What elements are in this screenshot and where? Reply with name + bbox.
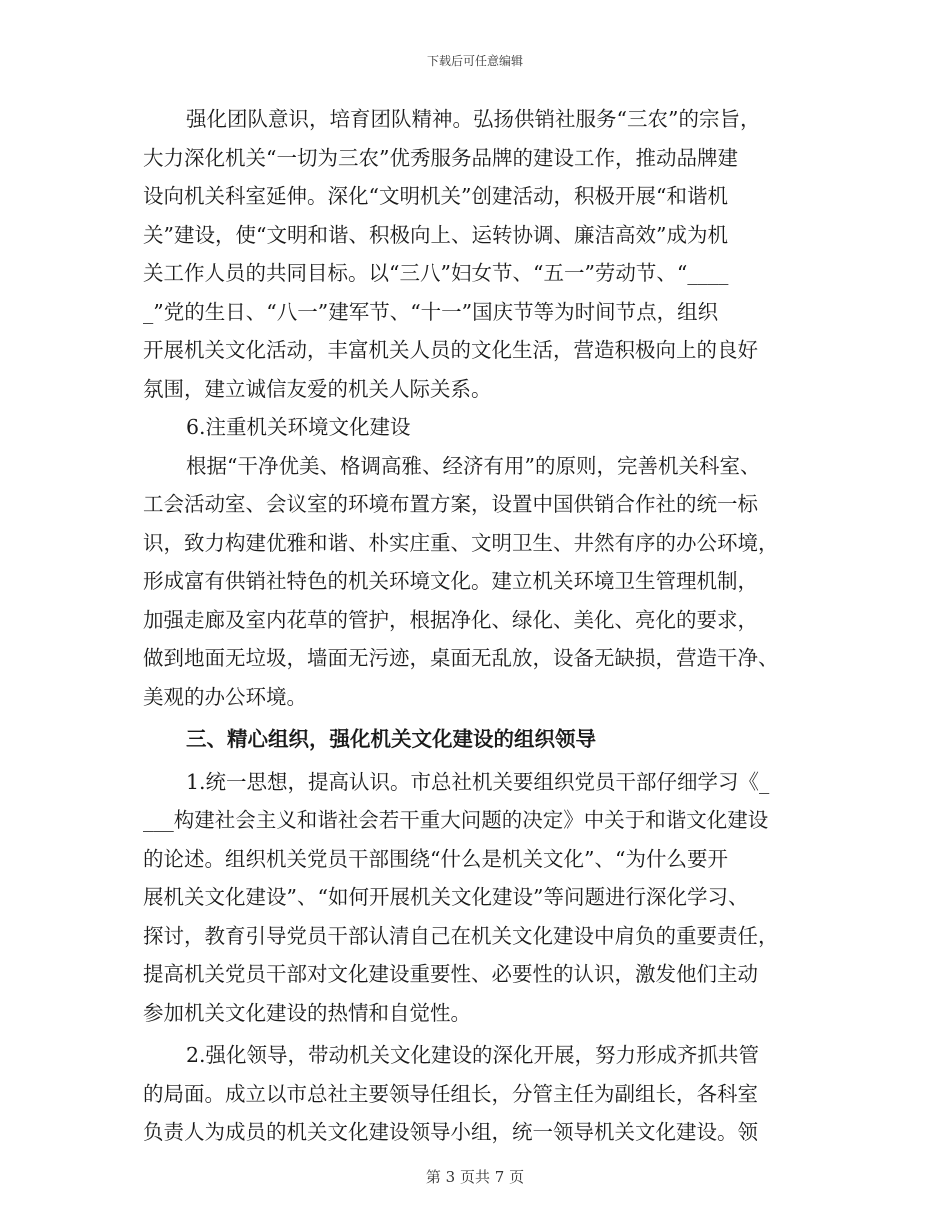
text-line: 探讨，教育引导党员干部认清自己在机关文化建设中肩负的重要责任，	[143, 923, 779, 948]
text-line: _”党的生日、“八一”建军节、“十一”国庆节等为时间节点，组织	[143, 299, 719, 324]
text-line: 的论述。组织机关党员干部围绕“什么是机关文化”、“为什么要开	[143, 846, 728, 871]
text-line: 形成富有供销社特色的机关环境文化。建立机关环境卫生管理机制，	[143, 569, 758, 593]
text-line: 提高机关党员干部对文化建设重要性、必要性的认识，激发他们主动	[143, 962, 758, 986]
text-line: 加强走廊及室内花草的管护，根据净化、绿化、美化、亮化的要求，	[143, 607, 758, 632]
text-line: 工会活动室、会议室的环境布置方案，设置中国供销合作社的统一标	[143, 492, 758, 516]
text-line: 参加机关文化建设的热情和自觉性。	[143, 1000, 471, 1025]
chapter-heading: 三、精心组织，强化机关文化建设的组织领导	[186, 727, 596, 751]
section-heading: 6.注重机关环境文化建设	[186, 415, 411, 439]
text-line: 做到地面无垃圾，墙面无污迹，桌面无乱放，设备无缺损，营造干净、	[143, 646, 779, 670]
text-line: 展机关文化建设”、“如何开展机关文化建设”等问题进行深化学习、	[143, 885, 749, 909]
text-line: 2.强化领导，带动机关文化建设的深化开展，努力形成齐抓共管	[186, 1043, 760, 1067]
text-line: 识，致力构建优雅和谐、朴实庄重、文明卫生、井然有序的办公环境，	[143, 530, 779, 555]
text-line: 关”建设，使“文明和谐、积极向上、运转协调、廉洁高效”成为机	[143, 222, 728, 247]
text-line: 强化团队意识，培育团队精神。弘扬供销社服务“三农”的宗旨，	[186, 107, 761, 131]
text-line: 设向机关科室延伸。深化“文明机关”创建活动，积极开展“和谐机	[143, 184, 728, 208]
text-line: 1.统一思想，提高认识。市总社机关要组织党员干部仔细学习《_	[186, 769, 770, 794]
text-line: 负责人为成员的机关文化建设领导小组，统一领导机关文化建设。领	[143, 1120, 758, 1144]
text-line: ___构建社会主义和谐社会若干重大问题的决定》中关于和谐文化建设	[143, 808, 769, 832]
text-line: 关工作人员的共同目标。以“三八”妇女节、“五一”劳动节、“____	[143, 261, 729, 285]
text-line: 的局面。成立以市总社主要领导任组长，分管主任为副组长，各科室	[143, 1081, 758, 1106]
text-line: 根据“干净优美、格调高雅、经济有用”的原则，完善机关科室、	[186, 453, 761, 478]
text-line: 大力深化机关“一切为三农”优秀服务品牌的建设工作，推动品牌建	[143, 145, 738, 170]
page-number: 第 3 页共 7 页	[425, 1168, 525, 1186]
document-body	[143, 100, 807, 1152]
text-line: 开展机关文化活动，丰富机关人员的文化生活，营造积极向上的良好	[143, 338, 758, 362]
text-line: 氛围，建立诚信友爱的机关人际关系。	[143, 376, 492, 401]
text-line: 美观的办公环境。	[143, 684, 307, 709]
page-header: 下载后可任意编辑	[426, 54, 523, 68]
